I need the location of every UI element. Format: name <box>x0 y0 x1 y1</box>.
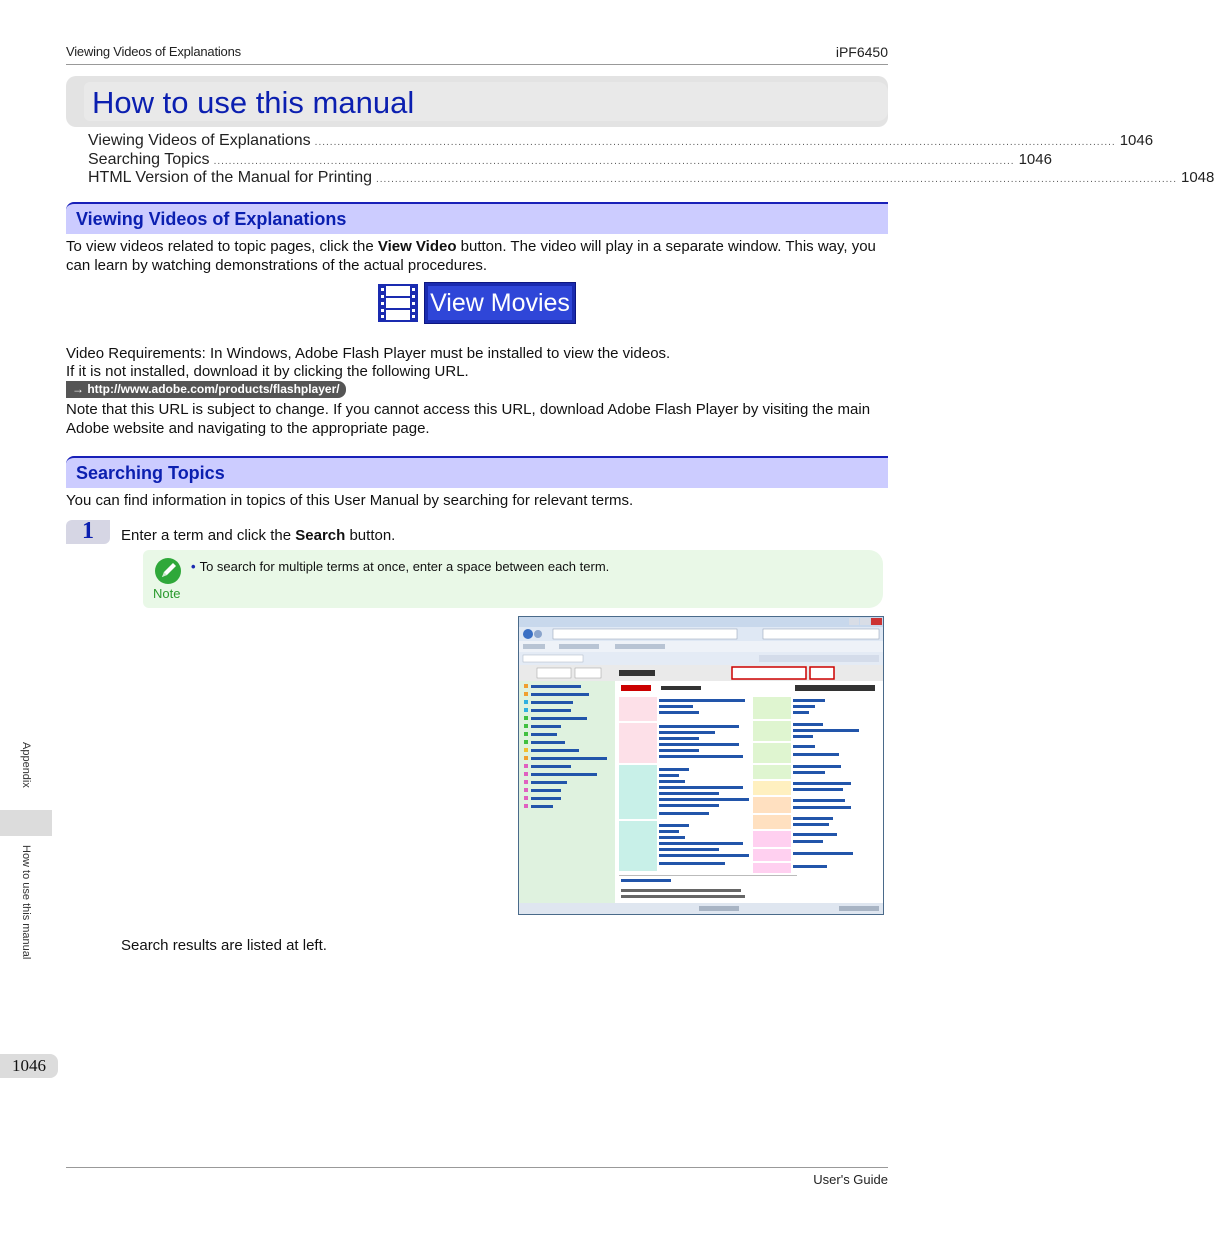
running-header-right: iPF6450 <box>835 44 888 60</box>
toc-entry-page: 1046 <box>1119 132 1154 149</box>
toc-entry-page: 1048 <box>1181 169 1214 186</box>
note-text: • To search for multiple terms at once, enter a space between each term. <box>191 559 610 574</box>
footer-rule <box>66 1167 888 1168</box>
url-change-paragraph: Note that this URL is subject to change. If you cannot access this URL, download Adobe Flash Player by visiting the main Adobe website and navigating to the appropriate page. <box>66 401 871 437</box>
toc-leader: .................................................................................................................................................................................................................... <box>213 156 1015 167</box>
search-results-caption: Search results are listed at left. <box>121 937 327 954</box>
toc-entry-label: HTML Version of the Manual for Printing <box>88 169 372 186</box>
page-title: How to use this manual <box>92 85 415 120</box>
flashplayer-url-link[interactable]: → http://www.adobe.com/products/flashplayer/ <box>66 381 346 398</box>
videos-intro-paragraph: To view videos related to topic pages, click the View Video button. The video will play in a separate window. This way, you can learn by watching demonstrations of the actual procedures. <box>66 238 876 274</box>
toc-entry-label: Viewing Videos of Explanations <box>88 132 311 149</box>
video-requirements-line1: Video Requirements: In Windows, Adobe Flash Player must be installed to view the videos. <box>66 345 671 362</box>
running-header-left: Viewing Videos of Explanations <box>66 44 241 59</box>
step-instruction: Enter a term and click the Search button. <box>121 527 396 544</box>
toc-entry[interactable] <box>88 151 1052 169</box>
side-tab-how-to-use[interactable]: How to use this manual <box>20 845 32 960</box>
search-intro-paragraph: You can find information in topics of this User Manual by searching for relevant terms. <box>66 492 634 509</box>
section-heading-searching-topics: Searching Topics <box>66 456 888 488</box>
browser-screenshot-image <box>518 616 884 915</box>
toc-entry[interactable] <box>88 169 1214 187</box>
toc-entry-page: 1046 <box>1018 151 1052 168</box>
step-number-badge: 1 <box>66 520 110 544</box>
section-heading-viewing-videos: Viewing Videos of Explanations <box>66 202 888 234</box>
note-box <box>143 550 883 608</box>
toc-entry-label: Searching Topics <box>88 151 210 168</box>
film-icon <box>378 284 418 322</box>
note-label: Note <box>153 586 181 601</box>
side-tab-separator <box>0 810 52 836</box>
side-tab-appendix[interactable]: Appendix <box>20 742 32 788</box>
page-number-badge: 1046 <box>0 1054 58 1078</box>
video-requirements-line2: If it is not installed, download it by clicking the following URL. <box>66 363 469 380</box>
running-footer-right: User's Guide <box>813 1172 888 1187</box>
view-movies-control[interactable] <box>378 282 576 324</box>
toc-entry[interactable] <box>88 132 1154 150</box>
view-movies-button[interactable]: View Movies <box>424 282 576 324</box>
toc-leader: .................................................................................................................................................................................................................... <box>375 174 1177 185</box>
header-rule <box>66 64 888 65</box>
pencil-icon <box>155 558 181 584</box>
toc-leader: .................................................................................................................................................................................................................... <box>314 137 1116 148</box>
